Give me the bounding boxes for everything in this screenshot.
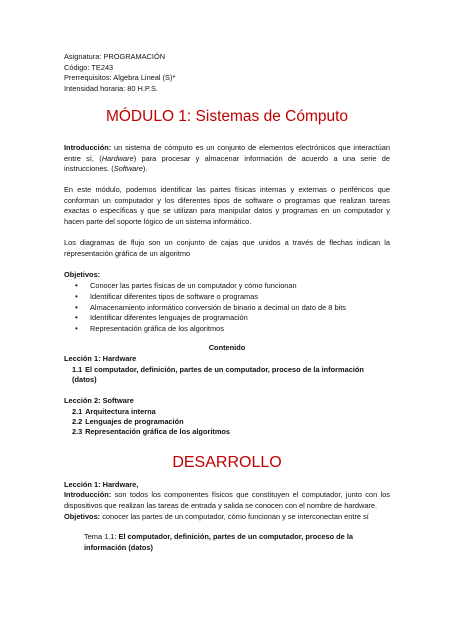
desarrollo-objetivos — [64, 512, 390, 523]
tema-text: El computador, definición, partes de un computador, proceso de la información (datos) — [84, 532, 354, 552]
list-item: • Identificar diferentes lenguajes de programación — [90, 313, 390, 324]
objetivos-heading: Objetivos: — [64, 269, 101, 279]
leccion2-item — [64, 427, 390, 437]
software-term: Software — [113, 164, 143, 174]
desarrollo-objetivos-text: conocer las partes de un computador, cómo funcionan y se interconectan entre sí — [100, 511, 369, 521]
item-text: Lenguajes de programación — [85, 416, 184, 426]
leccion1-heading: Lección 1: Hardware — [64, 354, 137, 363]
document-body — [64, 52, 390, 553]
list-item: • Identificar diferentes tipos de software o programas — [90, 292, 390, 303]
desarrollo-title: DESARROLLO — [172, 453, 282, 471]
intensidad-line: Intensidad horaria: 80 H.P.S. — [64, 83, 158, 93]
list-item: • Almacenamiento informático conversión de binario a decimal un dato de 8 bits — [90, 303, 390, 314]
intro-text-3: ). — [142, 164, 148, 174]
list-item: • Representación gráfica de los algoritmos — [90, 324, 390, 335]
list-item: • Conocer las partes físicas de un computador y cómo funcionan — [90, 281, 390, 292]
hardware-term: Hardware — [101, 153, 134, 163]
desarrollo-intro-label: Introducción: — [64, 490, 112, 500]
leccion1-item — [64, 365, 390, 386]
objetivos-list — [64, 281, 390, 334]
desarrollo-intro — [64, 490, 390, 511]
leccion2-heading: Lección 2: Software — [64, 395, 134, 405]
course-info — [64, 52, 390, 94]
codigo-line: Código: TE243 — [64, 62, 114, 72]
item-text: El computador, definición, partes de un computador, proceso de la información (datos) — [72, 364, 364, 384]
prerrequisitos-line: Prerrequisitos: Algebra Lineal (S)* — [64, 73, 176, 82]
intro-text-2: ) para procesar y almacenar información de acuerdo a una serie de instrucciones. ( — [64, 153, 391, 174]
module-paragraph: En este módulo, podemos identificar las partes físicas internas y externas o periféricos que conforman un computador y los diferentes tipos de software o programas que realizan tareas exactas o específicas y que se utilizan para manipular datos y programas en un computador y hacen parte del soporte lógico de un sistema informático. — [64, 185, 390, 227]
asignatura-line: Asignatura: PROGRAMACIÓN — [64, 52, 166, 61]
module-title: MÓDULO 1: Sistemas de Cómputo — [105, 108, 349, 125]
item-text: Representación gráfica de los algoritmos — [85, 427, 231, 437]
item-number: 1.1 — [72, 364, 83, 374]
intro-label: Introducción: — [64, 143, 112, 152]
item-number: 2.3 — [72, 427, 83, 437]
item-number: 2.2 — [72, 416, 83, 426]
tema-label: Tema 1.1: — [84, 532, 119, 542]
leccion2-item — [64, 417, 390, 427]
leccion2-item — [64, 407, 390, 417]
desarrollo-objetivos-label: Objetivos: — [64, 511, 101, 521]
item-text: Arquitectura interna — [85, 406, 156, 416]
flowchart-paragraph: Los diagramas de flujo son un conjunto de cajas que unidos a través de flechas indican la representación gráfica de un algoritmo — [64, 238, 390, 258]
desarrollo-leccion-heading: Lección 1: Hardware, — [64, 479, 139, 489]
desarrollo-intro-text: son todos los componentes físicos que constituyen el computador, junto con los dispositivos que realizan las tareas de entrada y salida se conocen con el nombre de hardware. — [64, 490, 390, 510]
tema-heading — [64, 532, 390, 553]
item-number: 2.1 — [72, 406, 83, 416]
contenido-heading: Contenido — [208, 343, 246, 353]
intro-text-1: un sistema de cómputo es un conjunto de elementos electrónicos que interactúan entre sí, ( — [64, 143, 390, 163]
intro-paragraph — [64, 143, 390, 175]
